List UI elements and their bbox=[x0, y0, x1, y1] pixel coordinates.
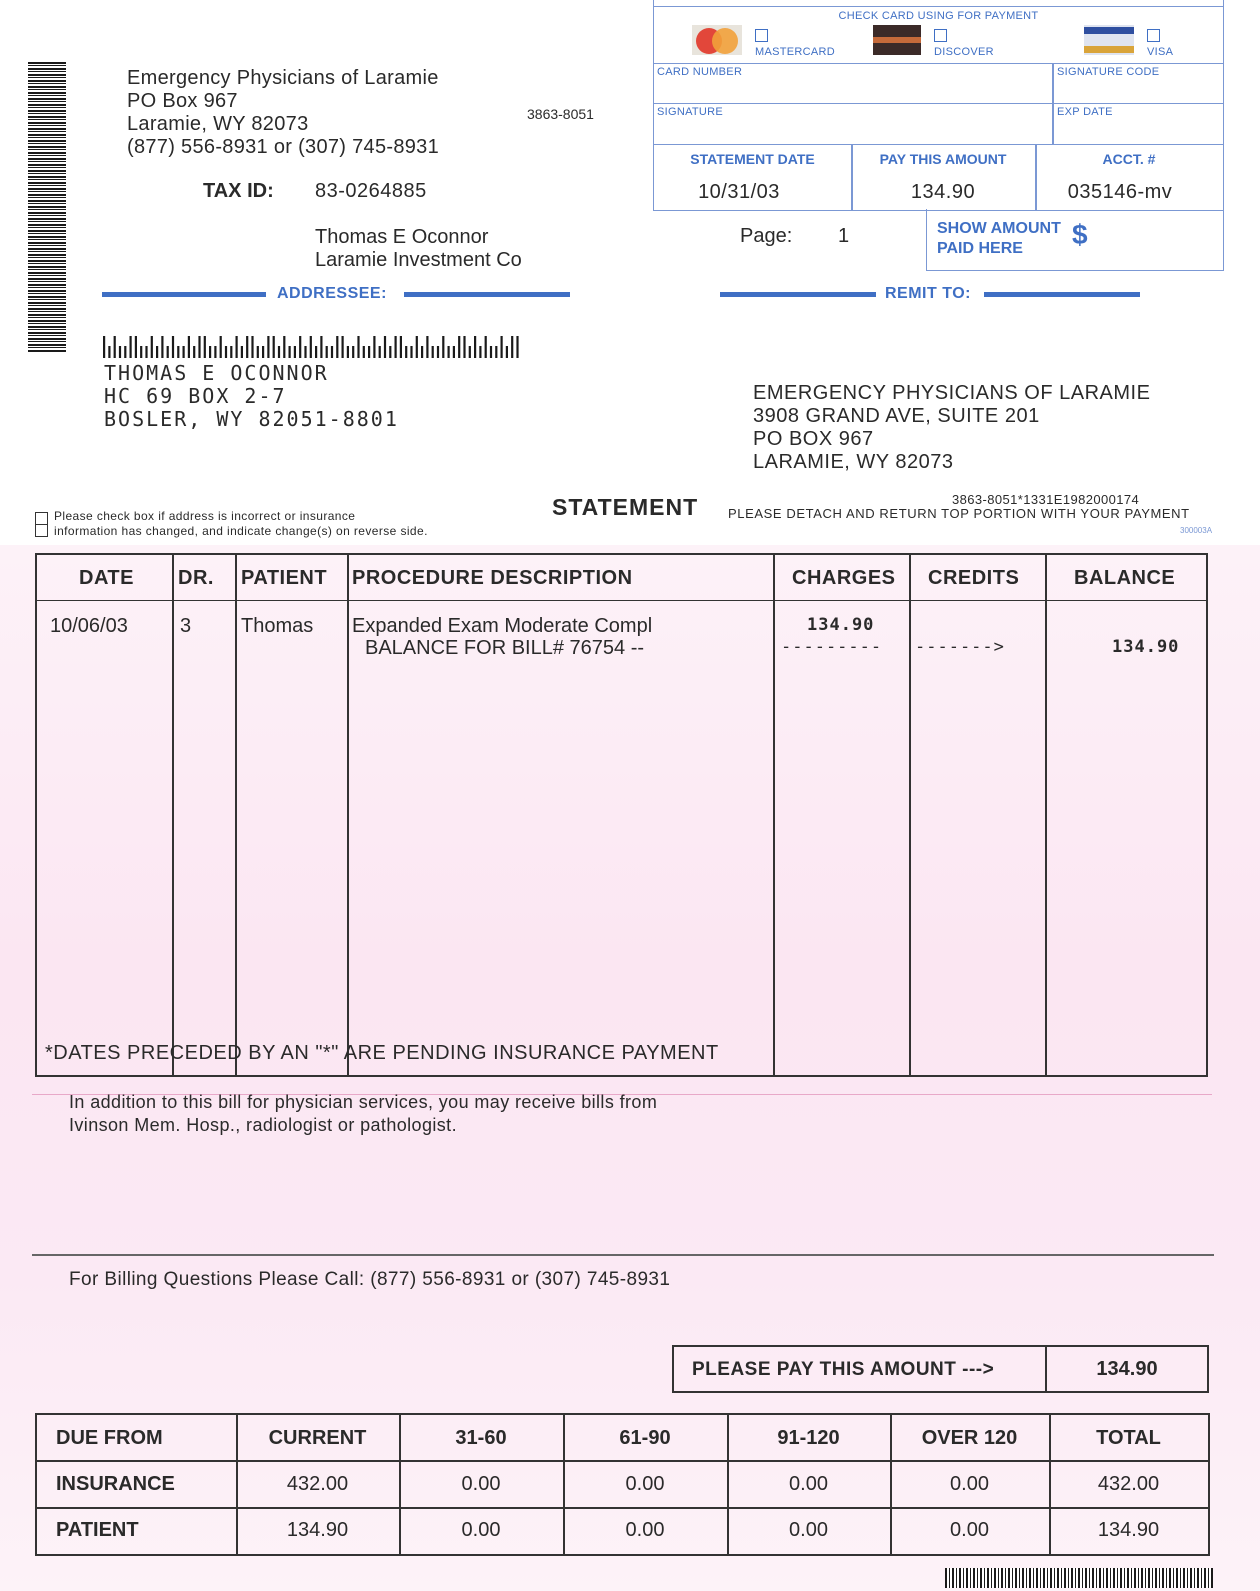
mailing-address bbox=[104, 362, 399, 431]
aging-patient-61-90: 0.00 bbox=[625, 1519, 665, 1541]
card-number-row bbox=[654, 63, 1223, 103]
notice-line2: information has changed, and indicate change(s) on reverse side. bbox=[54, 524, 428, 538]
aging-header-31-60: 31-60 bbox=[455, 1427, 507, 1449]
aging-insurance-61-90: 0.00 bbox=[625, 1473, 665, 1495]
aging-patient-total: 134.90 bbox=[1097, 1519, 1160, 1541]
header-date: DATE bbox=[79, 567, 134, 589]
detach-instruction: PLEASE DETACH AND RETURN TOP PORTION WITH YOUR PAYMENT bbox=[728, 506, 1190, 521]
postnet-barcode bbox=[103, 336, 533, 358]
acct-value: 035146-mv bbox=[1067, 181, 1173, 203]
aging-insurance-over-120: 0.00 bbox=[950, 1473, 989, 1495]
addressee-rule-left bbox=[102, 292, 266, 297]
aging-insurance-31-60: 0.00 bbox=[461, 1473, 501, 1495]
amount-paid-box[interactable] bbox=[926, 209, 1224, 271]
row-patient: Thomas bbox=[241, 615, 314, 637]
insurance-change-checkbox[interactable] bbox=[35, 524, 48, 537]
mastercard-label: MASTERCARD bbox=[755, 46, 836, 58]
sender-address1: PO Box 967 bbox=[127, 90, 238, 112]
aging-header-current: CURRENT bbox=[268, 1427, 367, 1449]
discover-checkbox[interactable] bbox=[934, 29, 947, 42]
visa-logo bbox=[1084, 25, 1134, 55]
statement-reference: 3863-8051*1331E1982000174 bbox=[952, 492, 1140, 507]
addressee-label: ADDRESSEE: bbox=[277, 285, 387, 302]
row-date: 10/06/03 bbox=[50, 615, 128, 637]
discover-logo bbox=[873, 25, 921, 55]
mailing-line1: THOMAS E OCONNOR bbox=[104, 361, 329, 385]
mailing-line3: BOSLER, WY 82051-8801 bbox=[104, 407, 399, 431]
card-select-row bbox=[654, 6, 1223, 63]
aging-header-due-from: DUE FROM bbox=[56, 1427, 163, 1449]
row-charges-dash: --------- bbox=[781, 637, 883, 657]
remit-line4: LARAMIE, WY 82073 bbox=[753, 451, 954, 473]
statement-table bbox=[35, 553, 1208, 1077]
statement-summary-row bbox=[654, 144, 1223, 210]
row-description-balance: BALANCE FOR BILL# 76754 -- bbox=[365, 637, 645, 659]
aging-header-over-120: OVER 120 bbox=[921, 1427, 1018, 1449]
aging-header-91-120: 91-120 bbox=[777, 1427, 840, 1449]
row-charges: 134.90 bbox=[807, 615, 875, 635]
signature-label: SIGNATURE bbox=[657, 106, 724, 118]
addressee-names bbox=[315, 226, 522, 272]
aging-insurance-total: 432.00 bbox=[1097, 1473, 1160, 1495]
check-card-label: CHECK CARD USING FOR PAYMENT bbox=[838, 10, 1039, 22]
aging-patient-label: PATIENT bbox=[56, 1519, 139, 1541]
remit-address bbox=[753, 382, 1150, 474]
please-pay-amount: 134.90 bbox=[1096, 1358, 1158, 1380]
acct-label: ACCT. # bbox=[1102, 151, 1156, 167]
card-number-label: CARD NUMBER bbox=[657, 66, 743, 78]
signature-code-label: SIGNATURE CODE bbox=[1057, 66, 1160, 78]
remit-rule-right bbox=[984, 292, 1140, 297]
header-dr: DR. bbox=[178, 567, 214, 589]
show-amount-line1: SHOW AMOUNT bbox=[937, 220, 1061, 237]
visa-checkbox[interactable] bbox=[1147, 29, 1160, 42]
statement-date-value: 10/31/03 bbox=[698, 181, 780, 203]
remit-label: REMIT TO: bbox=[885, 285, 971, 302]
sender-code: 3863-8051 bbox=[527, 106, 594, 122]
sender-address2: Laramie, WY 82073 bbox=[127, 113, 309, 135]
pay-amount-value: 134.90 bbox=[910, 181, 976, 203]
aging-insurance-current: 432.00 bbox=[286, 1473, 349, 1495]
header-credits: CREDITS bbox=[928, 567, 1020, 589]
addition-line1: In addition to this bill for physician services, you may receive bills from bbox=[69, 1092, 658, 1112]
mastercard-logo bbox=[692, 25, 742, 55]
pay-amount-label: PAY THIS AMOUNT bbox=[879, 151, 1007, 167]
visa-label: VISA bbox=[1147, 46, 1174, 58]
dollar-sign: $ bbox=[1072, 219, 1088, 250]
show-amount-label bbox=[937, 219, 1061, 259]
addition-line2: Ivinson Mem. Hosp., radiologist or pathologist. bbox=[69, 1115, 457, 1135]
aging-table bbox=[35, 1413, 1210, 1556]
please-pay-box bbox=[672, 1345, 1209, 1393]
sender-block bbox=[127, 67, 439, 159]
row-description: Expanded Exam Moderate Compl bbox=[352, 615, 653, 637]
sender-name: Emergency Physicians of Laramie bbox=[127, 67, 439, 89]
addressee-company: Laramie Investment Co bbox=[315, 249, 522, 271]
tax-id-label: TAX ID: bbox=[203, 180, 274, 202]
header-charges: CHARGES bbox=[792, 567, 896, 589]
billing-divider bbox=[32, 1254, 1214, 1256]
aging-insurance-label: INSURANCE bbox=[56, 1473, 175, 1495]
addition-note bbox=[69, 1091, 657, 1137]
addressee-rule-right bbox=[404, 292, 570, 297]
mailing-line2: HC 69 BOX 2-7 bbox=[104, 384, 287, 408]
billing-questions: For Billing Questions Please Call: (877) 556-8931 or (307) 745-8931 bbox=[69, 1269, 671, 1290]
address-notice bbox=[54, 509, 428, 539]
header-procedure: PROCEDURE DESCRIPTION bbox=[352, 567, 633, 589]
page-label: Page: bbox=[740, 225, 793, 247]
tax-id-value: 83-0264885 bbox=[315, 180, 427, 202]
aging-patient-31-60: 0.00 bbox=[461, 1519, 501, 1541]
payment-box bbox=[653, 0, 1224, 211]
aging-patient-over-120: 0.00 bbox=[950, 1519, 989, 1541]
remit-line2: 3908 GRAND AVE, SUITE 201 bbox=[753, 405, 1040, 427]
statement-title: STATEMENT bbox=[552, 494, 699, 520]
notice-line1: Please check box if address is incorrect or insurance bbox=[54, 509, 356, 523]
discover-label: DISCOVER bbox=[934, 46, 994, 58]
header-patient: PATIENT bbox=[241, 567, 328, 589]
row-dr: 3 bbox=[180, 615, 192, 637]
remit-line1: EMERGENCY PHYSICIANS OF LARAMIE bbox=[753, 382, 1151, 404]
row-credits-arrow: -------> bbox=[915, 637, 1005, 657]
bottom-barcode bbox=[945, 1568, 1213, 1588]
row-balance: 134.90 bbox=[1112, 637, 1180, 657]
aging-patient-91-120: 0.00 bbox=[789, 1519, 828, 1541]
header-balance: BALANCE bbox=[1074, 567, 1176, 589]
form-code: 300003A bbox=[1180, 526, 1213, 535]
aging-header-total: TOTAL bbox=[1096, 1427, 1161, 1449]
aging-header-61-90: 61-90 bbox=[619, 1427, 671, 1449]
exp-date-label: EXP DATE bbox=[1057, 106, 1113, 118]
remit-rule-left bbox=[720, 292, 876, 297]
page-number: 1 bbox=[838, 225, 850, 247]
aging-patient-current: 134.90 bbox=[286, 1519, 349, 1541]
remit-line3: PO BOX 967 bbox=[753, 428, 874, 450]
sender-phone: (877) 556-8931 or (307) 745-8931 bbox=[127, 136, 440, 158]
addressee-name: Thomas E Oconnor bbox=[315, 226, 489, 248]
statement-date-label: STATEMENT DATE bbox=[690, 151, 815, 167]
show-amount-line2: PAID HERE bbox=[937, 240, 1023, 257]
please-pay-label: PLEASE PAY THIS AMOUNT ---> bbox=[692, 1359, 995, 1380]
mastercard-checkbox[interactable] bbox=[755, 29, 768, 42]
aging-insurance-91-120: 0.00 bbox=[789, 1473, 828, 1495]
pending-footnote: *DATES PRECEDED BY AN "*" ARE PENDING INSURANCE PAYMENT bbox=[45, 1042, 719, 1064]
signature-row bbox=[654, 103, 1223, 144]
vertical-barcode bbox=[28, 62, 66, 352]
